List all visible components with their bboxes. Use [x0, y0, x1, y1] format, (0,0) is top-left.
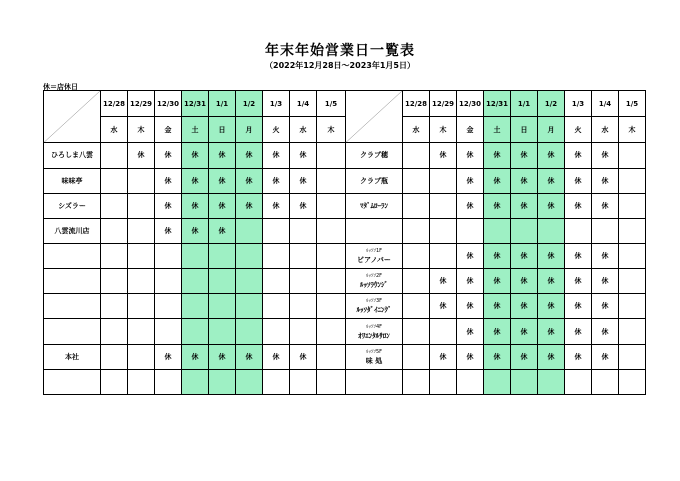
store-name-left: シズラー: [44, 193, 101, 218]
day-cell: [619, 218, 646, 243]
day-cell: 休: [565, 269, 592, 294]
day-cell: 休: [182, 143, 209, 168]
day-cell: [263, 294, 290, 319]
day-cell: [128, 218, 155, 243]
store-name-right: [346, 218, 403, 243]
day-cell: 休: [290, 193, 317, 218]
day-cell: 休: [182, 344, 209, 369]
store-name-left: [44, 243, 101, 268]
day-cell: [155, 369, 182, 394]
weekday-header-right: 日: [511, 117, 538, 143]
date-header-right: 12/29: [430, 91, 457, 117]
day-cell: 休: [538, 319, 565, 344]
day-cell: [619, 269, 646, 294]
day-cell: [430, 243, 457, 268]
day-cell: [619, 168, 646, 193]
date-header-right: 12/31: [484, 91, 511, 117]
day-cell: [403, 369, 430, 394]
day-cell: 休: [565, 243, 592, 268]
day-cell: [101, 344, 128, 369]
day-cell: [619, 243, 646, 268]
date-header-right: 1/4: [592, 91, 619, 117]
date-header-right: 1/2: [538, 91, 565, 117]
day-cell: [128, 294, 155, 319]
weekday-header-right: 土: [484, 117, 511, 143]
day-cell: [317, 243, 346, 268]
day-cell: [182, 369, 209, 394]
day-cell: 休: [592, 193, 619, 218]
day-cell: 休: [155, 143, 182, 168]
day-cell: [430, 193, 457, 218]
day-cell: [403, 344, 430, 369]
day-cell: [101, 319, 128, 344]
day-cell: [209, 369, 236, 394]
day-cell: 休: [236, 168, 263, 193]
day-cell: [317, 168, 346, 193]
day-cell: [101, 168, 128, 193]
day-cell: [317, 319, 346, 344]
day-cell: [128, 243, 155, 268]
day-cell: 休: [592, 344, 619, 369]
day-cell: [619, 143, 646, 168]
weekday-header-right: 木: [619, 117, 646, 143]
day-cell: 休: [457, 344, 484, 369]
day-cell: [101, 369, 128, 394]
day-cell: [101, 143, 128, 168]
day-cell: [403, 243, 430, 268]
day-cell: 休: [484, 193, 511, 218]
day-cell: [155, 243, 182, 268]
weekday-header-right: 火: [565, 117, 592, 143]
weekday-header-right: 月: [538, 117, 565, 143]
store-name-label: ﾙｯｿﾀﾞｲﾆﾝｸﾞ: [356, 306, 392, 315]
day-cell: 休: [484, 294, 511, 319]
day-cell: 休: [236, 344, 263, 369]
day-cell: 休: [565, 344, 592, 369]
day-cell: 休: [592, 319, 619, 344]
day-cell: [128, 344, 155, 369]
day-cell: 休: [538, 294, 565, 319]
day-cell: 休: [430, 143, 457, 168]
day-cell: 休: [511, 243, 538, 268]
weekday-header-left: 日: [209, 117, 236, 143]
day-cell: 休: [290, 344, 317, 369]
header-corner-right: [346, 91, 403, 143]
store-name-left: [44, 319, 101, 344]
store-name-left: 味味亭: [44, 168, 101, 193]
day-cell: 休: [209, 344, 236, 369]
day-cell: 休: [182, 218, 209, 243]
day-cell: [538, 218, 565, 243]
date-header-left: 12/28: [101, 91, 128, 117]
day-cell: [457, 218, 484, 243]
day-cell: [263, 319, 290, 344]
day-cell: [484, 218, 511, 243]
day-cell: [430, 168, 457, 193]
store-floor-label: ﾙｯｿｿ4F: [365, 323, 383, 330]
day-cell: 休: [511, 269, 538, 294]
store-floor-label: ﾙｯｿｿ2F: [365, 273, 383, 280]
day-cell: [128, 319, 155, 344]
day-cell: [403, 143, 430, 168]
table-row: [44, 168, 646, 193]
store-name-right: [346, 369, 403, 394]
day-cell: [182, 243, 209, 268]
day-cell: [209, 269, 236, 294]
table-row: [44, 243, 646, 268]
date-header-left: 1/2: [236, 91, 263, 117]
day-cell: 休: [182, 168, 209, 193]
day-cell: [101, 218, 128, 243]
day-cell: [430, 319, 457, 344]
day-cell: [101, 269, 128, 294]
store-name-right: [346, 243, 403, 268]
table-row: [44, 294, 646, 319]
weekday-header-left: 土: [182, 117, 209, 143]
day-cell: [430, 369, 457, 394]
date-header-left: 12/29: [128, 91, 155, 117]
day-cell: 休: [484, 344, 511, 369]
day-cell: 休: [457, 143, 484, 168]
weekday-header-right: 木: [430, 117, 457, 143]
day-cell: [511, 218, 538, 243]
day-cell: 休: [592, 243, 619, 268]
day-cell: 休: [128, 143, 155, 168]
weekday-header-left: 金: [155, 117, 182, 143]
day-cell: 休: [263, 143, 290, 168]
day-cell: 休: [457, 168, 484, 193]
day-cell: [317, 369, 346, 394]
day-cell: [592, 218, 619, 243]
day-cell: 休: [236, 193, 263, 218]
day-cell: [182, 294, 209, 319]
day-cell: [155, 269, 182, 294]
day-cell: 休: [484, 168, 511, 193]
day-cell: [403, 168, 430, 193]
day-cell: 休: [457, 319, 484, 344]
day-cell: [236, 294, 263, 319]
day-cell: 休: [457, 243, 484, 268]
day-cell: 休: [209, 218, 236, 243]
day-cell: 休: [430, 269, 457, 294]
day-cell: [101, 193, 128, 218]
day-cell: [403, 319, 430, 344]
day-cell: [290, 243, 317, 268]
day-cell: [619, 319, 646, 344]
table-row: [44, 143, 646, 168]
day-cell: 休: [511, 319, 538, 344]
store-name-left: 八雲流川店: [44, 218, 101, 243]
weekday-header-left: 木: [128, 117, 155, 143]
day-cell: 休: [565, 294, 592, 319]
date-header-right: 1/5: [619, 91, 646, 117]
day-cell: [236, 319, 263, 344]
date-header-left: 1/1: [209, 91, 236, 117]
day-cell: [317, 143, 346, 168]
weekday-header-right: 水: [403, 117, 430, 143]
store-floor-label: ﾙｯｿｿ1F: [365, 248, 383, 255]
weekday-header-right: 金: [457, 117, 484, 143]
day-cell: 休: [592, 143, 619, 168]
date-header-left: 1/4: [290, 91, 317, 117]
table-row: [44, 218, 646, 243]
day-cell: [290, 218, 317, 243]
day-cell: 休: [155, 168, 182, 193]
day-cell: 休: [290, 168, 317, 193]
date-header-left: 1/3: [263, 91, 290, 117]
day-cell: [263, 269, 290, 294]
day-cell: [290, 294, 317, 319]
day-cell: [209, 319, 236, 344]
day-cell: [128, 193, 155, 218]
day-cell: [236, 369, 263, 394]
store-name-right: [346, 319, 403, 344]
day-cell: [565, 218, 592, 243]
day-cell: [403, 269, 430, 294]
table-row: [44, 369, 646, 394]
day-cell: [236, 218, 263, 243]
day-cell: 休: [538, 168, 565, 193]
day-cell: [209, 243, 236, 268]
weekday-header-left: 木: [317, 117, 346, 143]
date-header-right: 12/30: [457, 91, 484, 117]
date-header-right: 1/3: [565, 91, 592, 117]
day-cell: [101, 294, 128, 319]
day-cell: [155, 319, 182, 344]
day-cell: [209, 294, 236, 319]
day-cell: [155, 294, 182, 319]
day-cell: 休: [155, 218, 182, 243]
day-cell: [403, 218, 430, 243]
table-row: [44, 319, 646, 344]
day-cell: [317, 218, 346, 243]
day-cell: [236, 269, 263, 294]
store-name-label: ビアノバー: [357, 256, 391, 265]
day-cell: [290, 269, 317, 294]
date-header-left: 1/5: [317, 91, 346, 117]
day-cell: [403, 193, 430, 218]
day-cell: 休: [457, 294, 484, 319]
day-cell: 休: [263, 193, 290, 218]
day-cell: [290, 369, 317, 394]
day-cell: 休: [484, 269, 511, 294]
store-name-right: [346, 269, 403, 294]
day-cell: 休: [565, 319, 592, 344]
day-cell: 休: [290, 143, 317, 168]
store-name-label: 味 処: [365, 356, 383, 365]
store-name-left: [44, 269, 101, 294]
store-floor-label: ﾙｯｿｿ5F: [365, 348, 383, 355]
day-cell: 休: [430, 294, 457, 319]
day-cell: 休: [538, 243, 565, 268]
store-name-label: ｵﾘｴﾝﾀﾙｻﾛﾝ: [358, 331, 390, 340]
day-cell: 休: [538, 193, 565, 218]
day-cell: 休: [565, 143, 592, 168]
weekday-header-left: 月: [236, 117, 263, 143]
weekday-header-left: 水: [290, 117, 317, 143]
day-cell: [128, 369, 155, 394]
weekday-header-left: 火: [263, 117, 290, 143]
day-cell: 休: [209, 193, 236, 218]
day-cell: 休: [565, 168, 592, 193]
day-cell: [430, 218, 457, 243]
day-cell: [592, 369, 619, 394]
date-header-left: 12/31: [182, 91, 209, 117]
day-cell: 休: [565, 193, 592, 218]
day-cell: 休: [592, 269, 619, 294]
day-cell: [182, 269, 209, 294]
day-cell: 休: [484, 143, 511, 168]
store-name-right: [346, 344, 403, 369]
day-cell: [317, 269, 346, 294]
store-name-right: クラブ穂: [346, 143, 403, 168]
day-cell: [619, 369, 646, 394]
day-cell: [263, 243, 290, 268]
day-cell: 休: [484, 319, 511, 344]
store-floor-label: ﾙｯｿｿ3F: [365, 298, 383, 305]
day-cell: [317, 344, 346, 369]
holiday-schedule-table: [43, 90, 646, 395]
legend-label: 休＝店休日: [43, 83, 78, 91]
day-cell: [403, 294, 430, 319]
store-name-right: [346, 294, 403, 319]
store-name-left: [44, 294, 101, 319]
day-cell: 休: [430, 344, 457, 369]
day-cell: 休: [209, 168, 236, 193]
table-row: [44, 193, 646, 218]
day-cell: [317, 193, 346, 218]
day-cell: [457, 369, 484, 394]
day-cell: [317, 294, 346, 319]
day-cell: [484, 369, 511, 394]
day-cell: 休: [263, 168, 290, 193]
day-cell: [128, 168, 155, 193]
page-subtitle: （2022年12月28日～2023年1月5日）: [265, 61, 415, 70]
store-name-left: [44, 369, 101, 394]
day-cell: 休: [263, 344, 290, 369]
day-cell: [511, 369, 538, 394]
day-cell: [619, 193, 646, 218]
day-cell: [236, 243, 263, 268]
store-name-label: ﾙｯｿﾗｳﾝｼﾞ: [360, 281, 388, 290]
diagonal-line: [44, 91, 100, 142]
day-cell: [182, 319, 209, 344]
day-cell: 休: [592, 168, 619, 193]
day-cell: [263, 369, 290, 394]
day-cell: 休: [155, 344, 182, 369]
day-cell: 休: [592, 294, 619, 319]
table-row: [44, 344, 646, 369]
day-cell: 休: [511, 193, 538, 218]
day-cell: [565, 369, 592, 394]
day-cell: [128, 269, 155, 294]
diagonal-line: [346, 91, 402, 142]
day-cell: [619, 344, 646, 369]
day-cell: 休: [511, 168, 538, 193]
day-cell: [290, 319, 317, 344]
weekday-header-right: 水: [592, 117, 619, 143]
date-header-right: 12/28: [403, 91, 430, 117]
date-header-right: 1/1: [511, 91, 538, 117]
day-cell: [538, 369, 565, 394]
day-cell: 休: [511, 143, 538, 168]
header-corner-left: [44, 91, 101, 143]
day-cell: 休: [538, 269, 565, 294]
day-cell: 休: [182, 193, 209, 218]
day-cell: 休: [511, 294, 538, 319]
day-cell: 休: [236, 143, 263, 168]
day-cell: 休: [457, 269, 484, 294]
day-cell: 休: [511, 344, 538, 369]
weekday-header-left: 水: [101, 117, 128, 143]
day-cell: 休: [209, 143, 236, 168]
store-name-right: クラブ瓶: [346, 168, 403, 193]
day-cell: 休: [457, 193, 484, 218]
day-cell: 休: [538, 344, 565, 369]
day-cell: [619, 294, 646, 319]
day-cell: 休: [155, 193, 182, 218]
store-name-right: ﾏﾀﾞﾑﾛｰﾗﾝ: [346, 193, 403, 218]
table-row: [44, 269, 646, 294]
day-cell: [263, 218, 290, 243]
page-title: 年末年始営業日一覧表: [265, 43, 415, 59]
date-header-left: 12/30: [155, 91, 182, 117]
store-name-left: ひろしま八雲: [44, 143, 101, 168]
day-cell: [101, 243, 128, 268]
day-cell: 休: [538, 143, 565, 168]
store-name-left: 本社: [44, 344, 101, 369]
day-cell: 休: [484, 243, 511, 268]
